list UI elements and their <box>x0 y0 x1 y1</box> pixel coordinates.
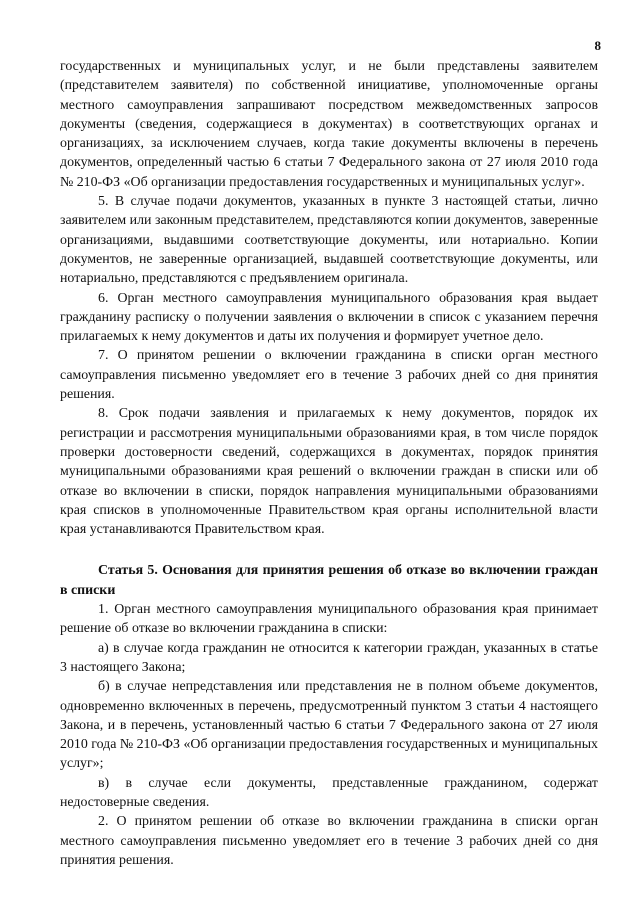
article-5-paragraph-1: 1. Орган местного самоуправления муниципального образования края принимает решение об отказе во включении гражданина в списки: <box>60 602 598 637</box>
article-5-item-b: б) в случае непредставления или представления не в полном объеме документов, одновременно включенных в перечень, предусмотренный пунктом 3 статьи 4 настоящего Закона, и в перечень, установленный частью 6 статьи 7 Федерального закона от 27 июля 2010 года № 210-ФЗ «Об организации предоставления государственных и муниципальных услуг»; <box>60 679 598 772</box>
article-5-item-a: а) в случае когда гражданин не относится к категории граждан, указанных в статье 3 настоящего Закона; <box>60 640 598 675</box>
paragraph-6: 6. Орган местного самоуправления муниципального образования края выдает гражданину расписку о получении заявления о включении в список с указанием перечня прилагаемых к нему документов и даты их получения и формирует учетное дело. <box>60 290 598 345</box>
paragraph-continuation: государственных и муниципальных услуг, и не были представлены заявителем (представителем заявителя) по собственной инициативе, уполномоченные органы местного самоуправления запрашивают посредством межведомственных запросов документы (сведения, содержащиеся в документах) в соответствующих органах и организациях, за исключением случаев, когда такие документы включены в перечень документов, определенный частью 6 статьи 7 Федерального закона от 27 июля 2010 года № 210-ФЗ «Об организации предоставления государственных и муниципальных услуг». <box>60 59 598 190</box>
article-5-title: Статья 5. Основания для принятия решения об отказе во включении граждан в списки <box>60 563 598 598</box>
paragraph-7: 7. О принятом решении о включении гражданина в списки орган местного самоуправления письменно уведомляет его в течение 3 рабочих дней со дня принятия решения. <box>60 348 598 403</box>
page-number: 8 <box>594 38 601 53</box>
paragraph-5: 5. В случае подачи документов, указанных в пункте 3 настоящей статьи, лично заявителем или законным представителем, представляются копии документов, заверенные организациями, выдавшими соответствующие документы, или нотариально. Копии документов, не заверенные организацией, выдавшей соответствующие документы, или нотариально, представляются с предъявлением оригинала. <box>60 194 598 287</box>
paragraph-8: 8. Срок подачи заявления и прилагаемых к нему документов, порядок их регистрации и рассмотрения муниципальными образованиями края, в том числе порядок проверки достоверности сведений, содержащихся в документах, порядок принятия муниципальными образованиями края решений о включении граждан в списки или об отказе во включении в списки, порядок направления муниципальными образованиями края списков в уполномоченные Правительством края органы исполнительной власти края устанавливаются Правительством края. <box>60 406 598 538</box>
article-5-item-v: в) в случае если документы, представленные гражданином, содержат недостоверные сведения. <box>60 775 598 810</box>
document-body <box>60 57 598 870</box>
article-5-paragraph-2: 2. О принятом решении об отказе во включении гражданина в списки орган местного самоуправления письменно уведомляет его в течение 3 рабочих дней со дня принятия решения. <box>60 814 598 868</box>
